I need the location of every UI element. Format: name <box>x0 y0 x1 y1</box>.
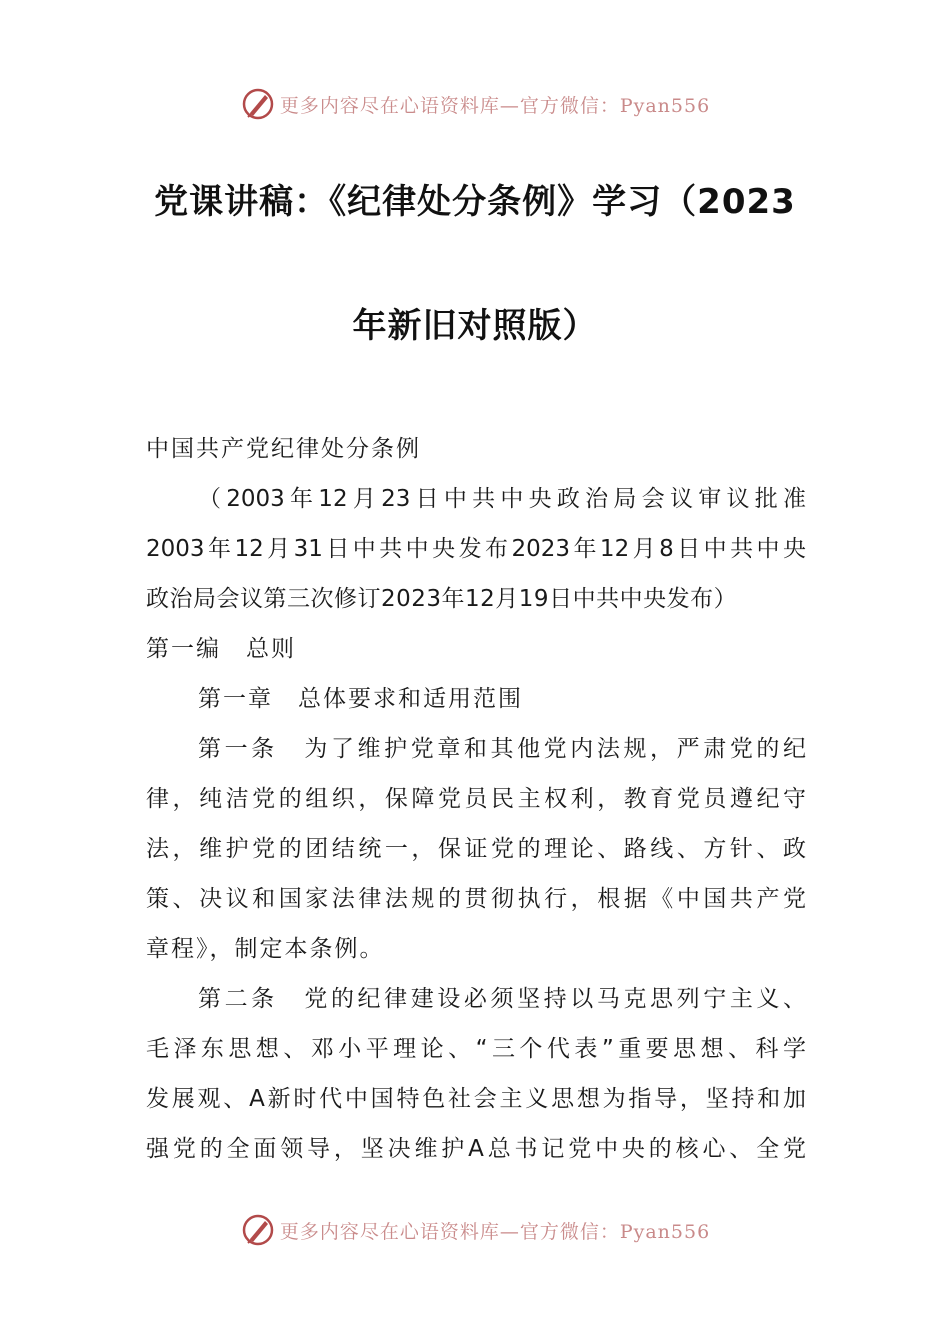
regulation-name: 中国共产党纪律处分条例 <box>146 436 421 462</box>
article-2-line: 发展观、A新时代中国特色社会主义思想为指导，坚持和加 <box>146 1086 806 1112</box>
document-title-line-2: 年新旧对照版） <box>352 306 598 346</box>
watermark-text: 更多内容尽在心语资料库—官方微信：Pyan556 <box>279 94 711 117</box>
document-title-line-1: 党课讲稿：《纪律处分条例》学习（2023 <box>154 182 796 222</box>
article-2-line: 第二条 党的纪律建设必须坚持以马克思列宁主义、 <box>198 986 806 1012</box>
article-1-line: 策、决议和国家法律法规的贯彻执行，根据《中国共产党 <box>146 886 806 912</box>
body-line: （2003年12月23日中共中央政治局会议审议批准 <box>198 486 806 512</box>
article-1-line: 第一条 为了维护党章和其他党内法规，严肃党的纪 <box>198 736 806 762</box>
article-2-line: 毛泽东思想、邓小平理论、“三个代表”重要思想、科学 <box>146 1036 806 1062</box>
article-1-line: 法，维护党的团结统一，保证党的理论、路线、方针、政 <box>146 836 806 862</box>
watermark-header <box>0 84 950 124</box>
chapter-heading: 第一章 总体要求和适用范围 <box>198 686 523 712</box>
article-1-line: 章程》，制定本条例。 <box>146 936 385 962</box>
body-line: 政治局会议第三次修订2023年12月19日中共中央发布） <box>146 586 738 612</box>
article-1-line: 律，纯洁党的组织，保障党员民主权利，教育党员遵纪守 <box>146 786 806 812</box>
part-heading: 第一编 总则 <box>146 636 296 662</box>
watermark-text: 更多内容尽在心语资料库—官方微信：Pyan556 <box>279 1220 711 1243</box>
watermark-footer <box>0 1210 950 1250</box>
body-line: 2003年12月31日中共中央发布2023年12月8日中共中央 <box>146 536 806 562</box>
article-2-line: 强党的全面领导，坚决维护A总书记党中央的核心、全党 <box>146 1136 806 1162</box>
pen-logo-icon <box>240 86 276 122</box>
pen-logo-icon <box>240 1212 276 1248</box>
